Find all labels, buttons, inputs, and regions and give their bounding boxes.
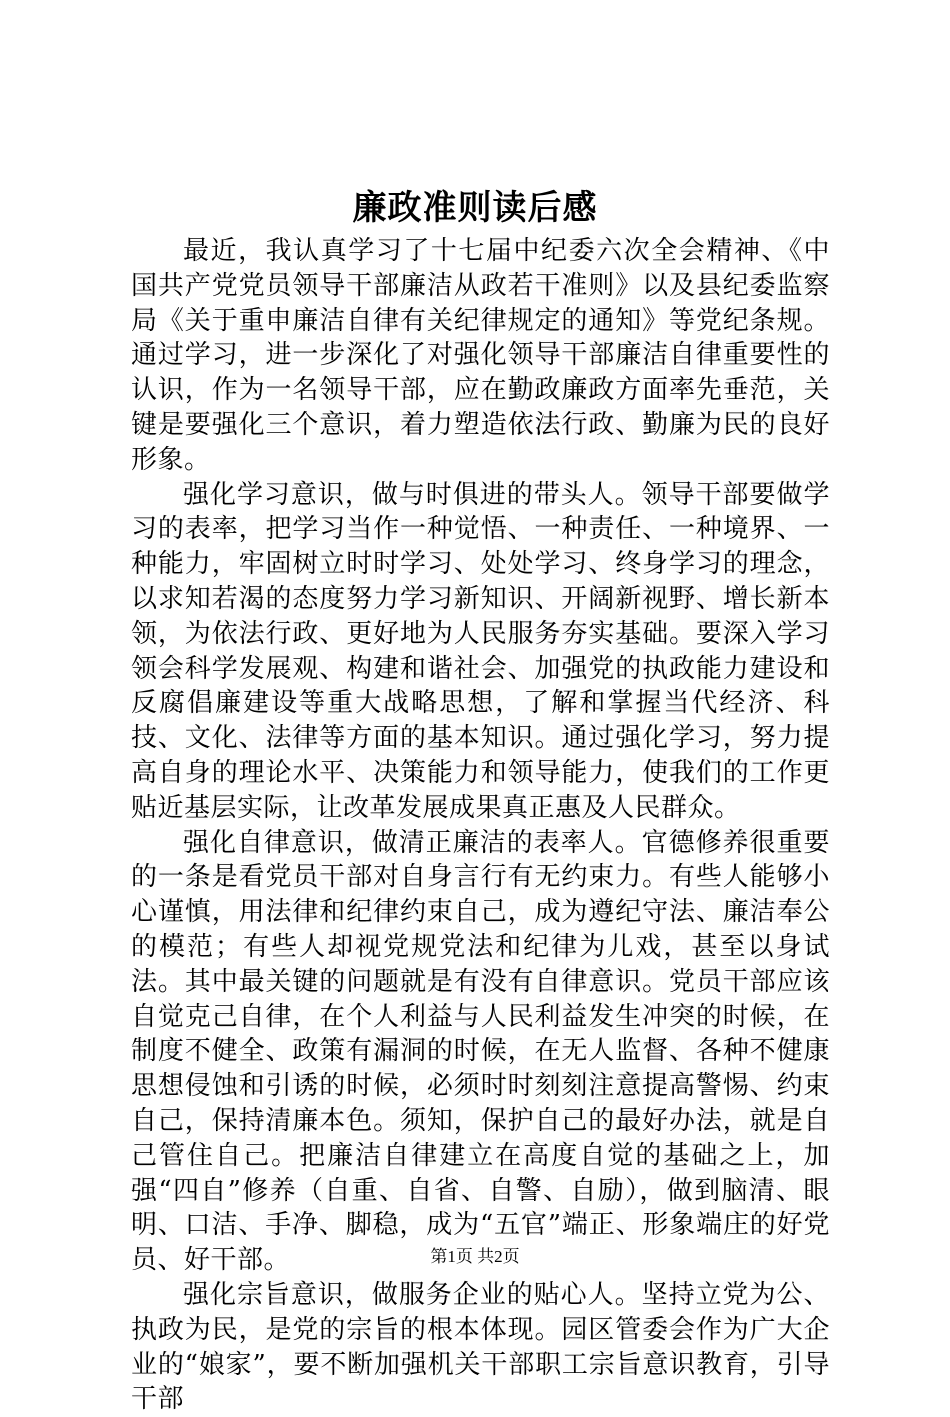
document-body	[131, 234, 830, 1417]
paragraph-intro: 最近，我认真学习了十七届中纪委六次全会精神、《中国共产党党员领导干部廉洁从政若干准则》以及县纪委监察局《关于重申廉洁自律有关纪律规定的通知》等党纪条规。通过学习，进一步深化了对强化领导干部廉洁自律重要性的认识，作为一名领导干部，应在勤政廉政方面率先垂范，关键是要强化三个意识，着力塑造依法行政、勤廉为民的良好形象。	[131, 236, 830, 475]
page-title: 廉政准则读后感	[352, 188, 598, 228]
paragraph-self-discipline: 强化自律意识，做清正廉洁的表率人。官德修养很重要的一条是看党员干部对自身言行有无约束力。有些人能够小心谨慎，用法律和纪律约束自己，成为遵纪守法、廉洁奉公的模范；有些人却视党规党法和纪律为儿戏，甚至以身试法。其中最关键的问题就是有没有自律意识。党员干部应该自觉克己自律，在个人利益与人民利益发生冲突的时候，在制度不健全、政策有漏洞的时候，在无人监督、各种不健康思想侵蚀和引诱的时候，必须时时刻刻注意提高警惕、约束自己，保持清廉本色。须知，保护自己的最好办法，就是自己管住自己。把廉洁自律建立在高度自觉的基础之上，加强“四自”修养（自重、自省、自警、自励），做到脑清、眼明、口洁、手净、脚稳，成为“五官”端正、形象端庄的好党员、好干部。	[131, 827, 830, 1276]
page-number-footer: 第1页 共2页	[430, 1247, 520, 1266]
paragraph-service-purpose: 强化宗旨意识，做服务企业的贴心人。坚持立党为公、执政为民，是党的宗旨的根本体现。园区管委会作为广大企业的“娘家”，要不断加强机关干部职工宗旨意识教育，引导干部	[131, 1279, 830, 1415]
paragraph-study-awareness: 强化学习意识，做与时俱进的带头人。领导干部要做学习的表率，把学习当作一种觉悟、一种责任、一种境界、一种能力，牢固树立时时学习、处处学习、终身学习的理念，以求知若渴的态度努力学习新知识、开阔新视野、增长新本领，为依法行政、更好地为人民服务夯实基础。要深入学习领会科学发展观、构建和谐社会、加强党的执政能力建设和反腐倡廉建设等重大战略思想，了解和掌握当代经济、科技、文化、法律等方面的基本知识。通过强化学习，努力提高自身的理论水平、决策能力和领导能力，使我们的工作更贴近基层实际，让改革发展成果真正惠及人民群众。	[131, 479, 830, 823]
